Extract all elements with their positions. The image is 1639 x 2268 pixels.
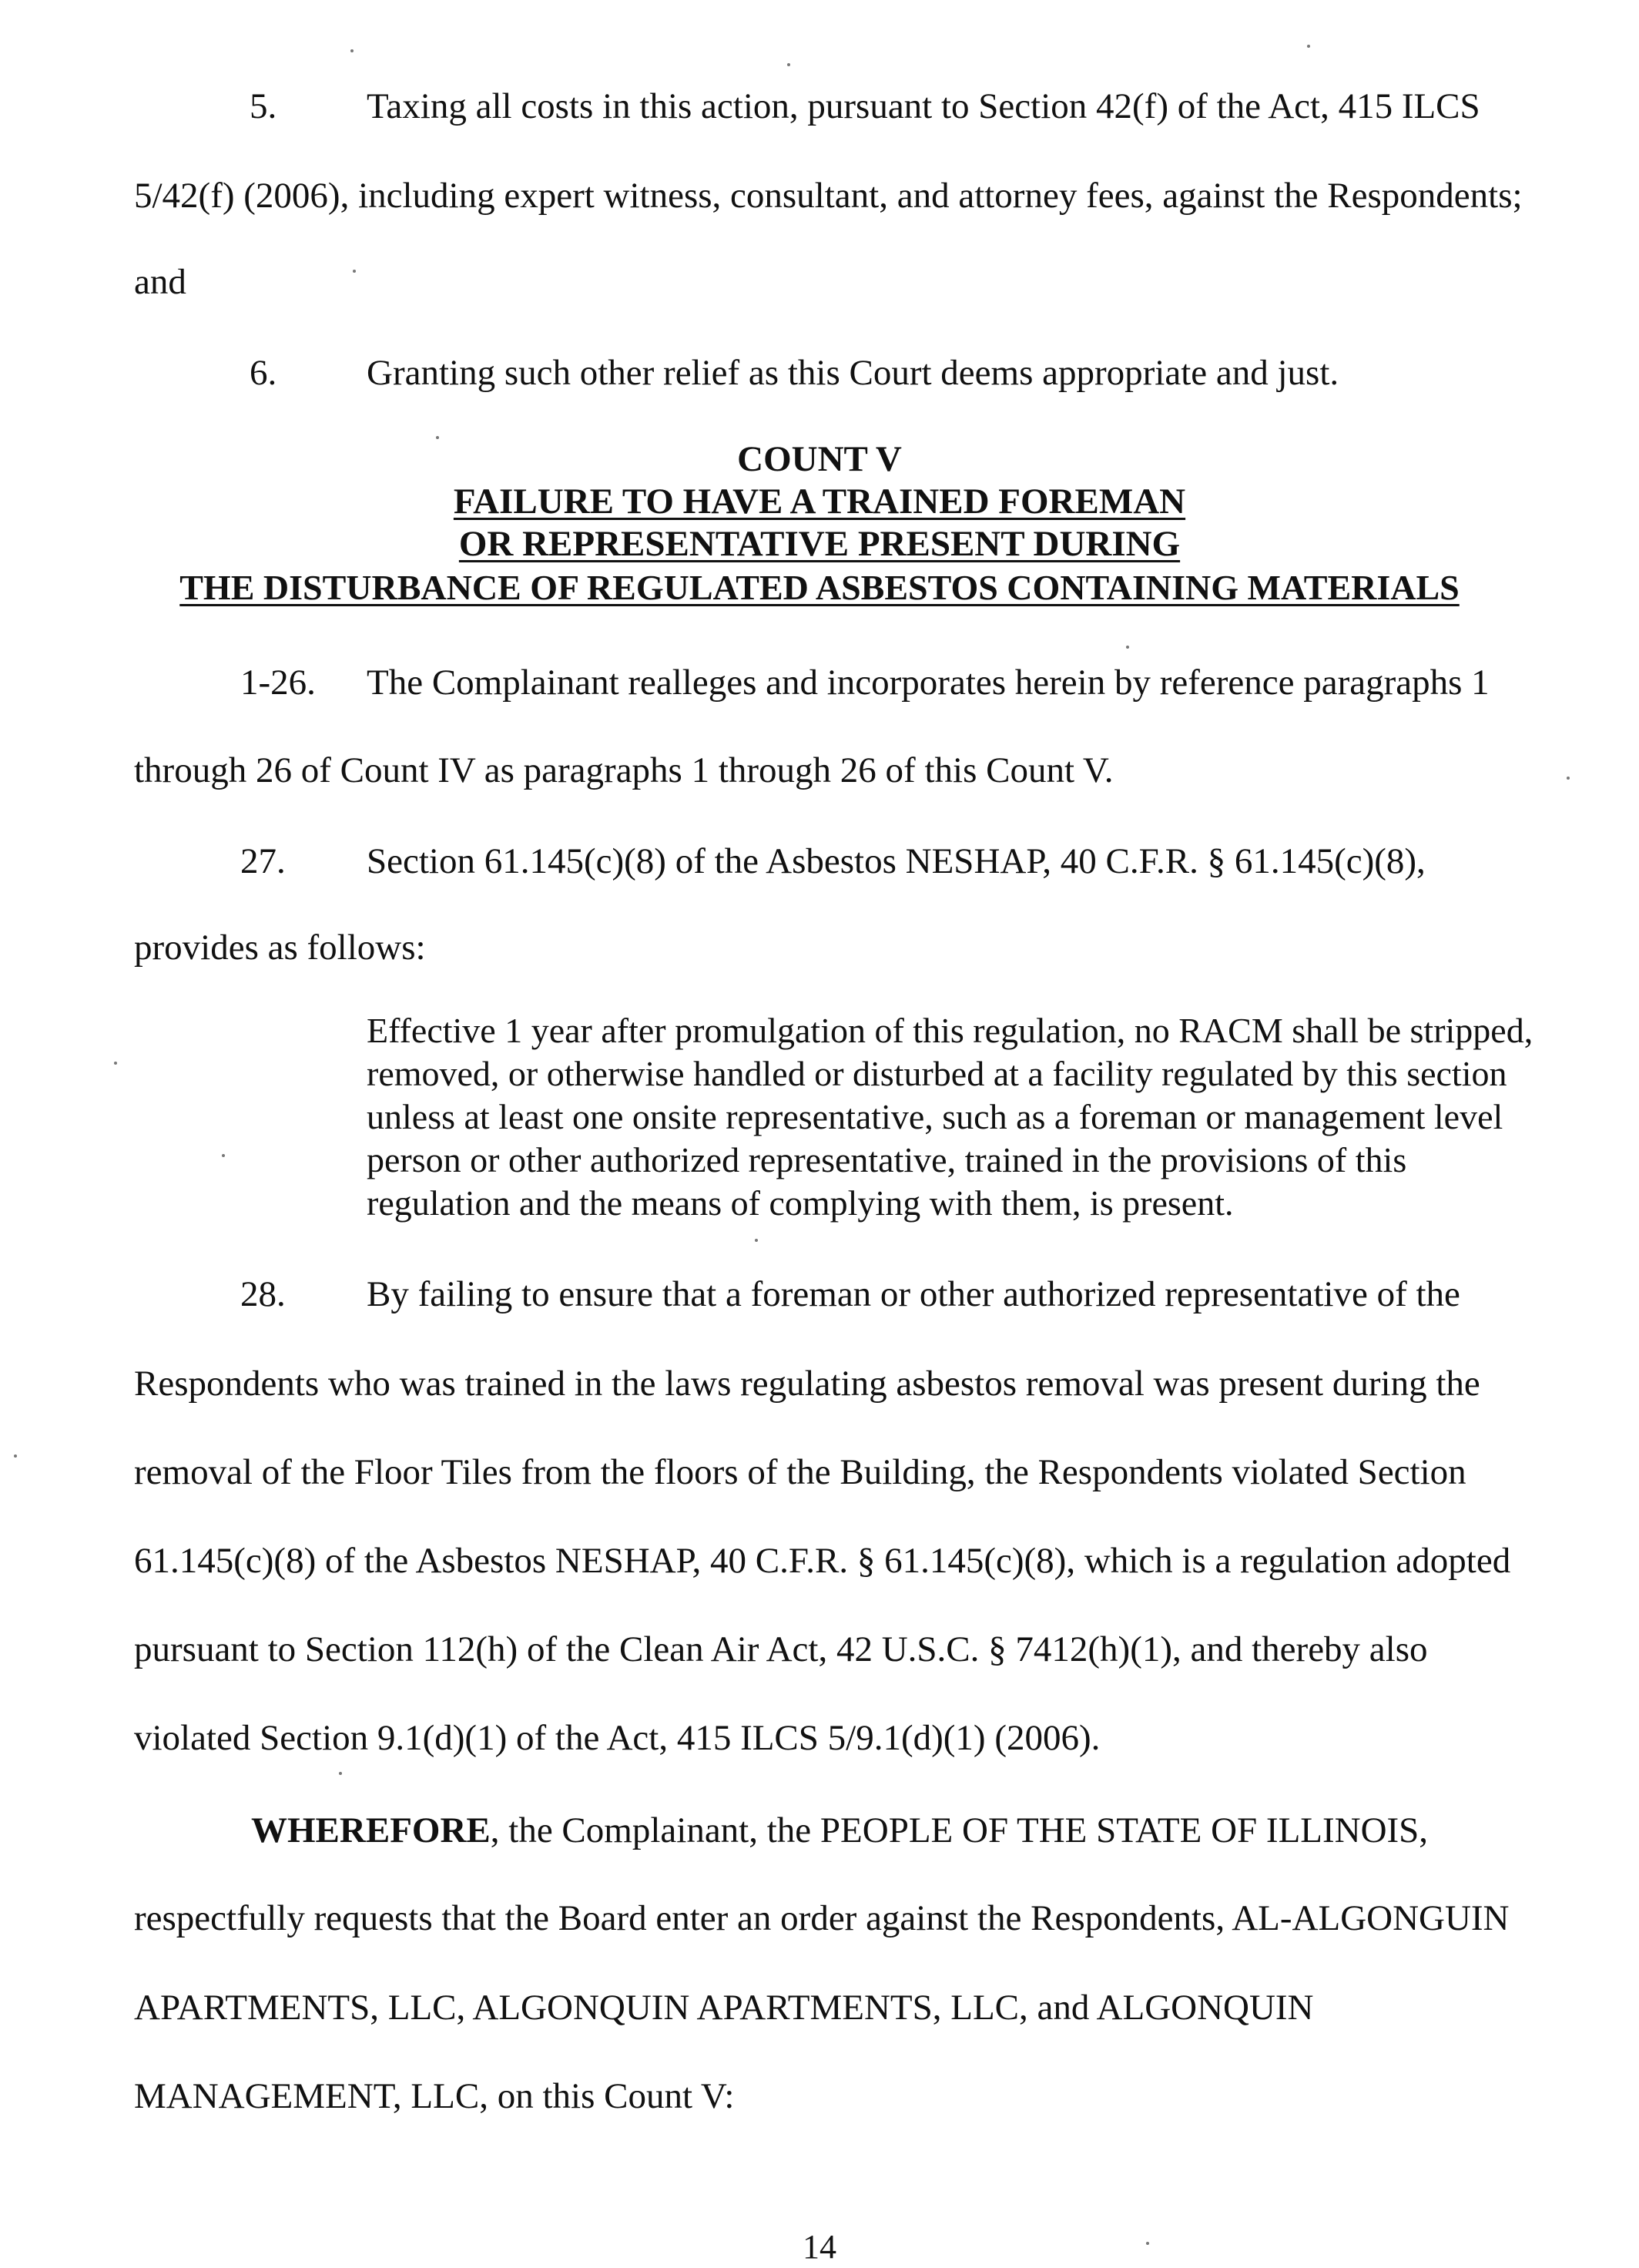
paragraph-1-26-line-1: The Complainant realleges and incorporates herein by reference paragraphs 1: [367, 663, 1490, 703]
paragraph-28-line-5: pursuant to Section 112(h) of the Clean Air Act, 42 U.S.C. § 7412(h)(1), and thereby also: [134, 1629, 1428, 1669]
scan-speck: [787, 63, 790, 66]
scan-speck: [114, 1062, 117, 1065]
count-heading-line-2: OR REPRESENTATIVE PRESENT DURING: [458, 524, 1181, 564]
paragraph-28-line-4: 61.145(c)(8) of the Asbestos NESHAP, 40 C.F.R. § 61.145(c)(8), which is a regulation adopted: [134, 1541, 1511, 1581]
item-6-number: 6.: [250, 353, 277, 393]
scan-speck: [755, 1239, 758, 1242]
quote-line-1: Effective 1 year after promulgation of this regulation, no RACM shall be stripped,: [367, 1011, 1533, 1050]
wherefore-line-1-rest: , the Complainant, the PEOPLE OF THE STATE OF ILLINOIS,: [490, 1810, 1429, 1850]
scan-speck: [1146, 2242, 1149, 2245]
scan-speck: [1126, 646, 1129, 649]
count-heading-line-3: THE DISTURBANCE OF REGULATED ASBESTOS CONTAINING MATERIALS: [179, 568, 1460, 607]
paragraph-27-line-1: Section 61.145(c)(8) of the Asbestos NESHAP, 40 C.F.R. § 61.145(c)(8),: [367, 841, 1426, 881]
scan-speck: [353, 270, 356, 273]
wherefore-line-4: MANAGEMENT, LLC, on this Count V:: [134, 2076, 735, 2116]
item-5-line-1: Taxing all costs in this action, pursuant to Section 42(f) of the Act, 415 ILCS: [367, 86, 1480, 126]
item-6-text: Granting such other relief as this Court deems appropriate and just.: [367, 353, 1339, 393]
item-5-number: 5.: [250, 86, 277, 126]
scan-speck: [14, 1454, 17, 1458]
scan-speck: [1567, 777, 1570, 780]
scan-speck: [222, 1154, 225, 1157]
item-5-line-3: and: [134, 262, 186, 302]
paragraph-1-26-line-2: through 26 of Count IV as paragraphs 1 through 26 of this Count V.: [134, 750, 1114, 790]
regulation-block-quote: [367, 1009, 1630, 1225]
count-heading-line-1: FAILURE TO HAVE A TRAINED FOREMAN: [453, 481, 1186, 522]
count-title: COUNT V: [737, 439, 902, 479]
quote-line-2: removed, or otherwise handled or disturbed at a facility regulated by this section: [367, 1054, 1507, 1093]
paragraph-27-line-2: provides as follows:: [134, 928, 426, 968]
scan-speck: [436, 436, 439, 439]
wherefore-lead: WHEREFORE: [251, 1810, 491, 1850]
quote-line-4: person or other authorized representative, trained in the provisions of this: [367, 1140, 1407, 1179]
paragraph-28-line-6: violated Section 9.1(d)(1) of the Act, 415 ILCS 5/9.1(d)(1) (2006).: [134, 1718, 1101, 1758]
paragraph-28-line-2: Respondents who was trained in the laws regulating asbestos removal was present during the: [134, 1364, 1480, 1404]
scan-speck: [339, 1772, 342, 1775]
scan-speck: [1307, 45, 1310, 48]
paragraph-28-line-3: removal of the Floor Tiles from the floors of the Building, the Respondents violated Section: [134, 1452, 1466, 1492]
quote-line-3: unless at least one onsite representative, such as a foreman or management level: [367, 1097, 1503, 1136]
scan-speck: [350, 49, 354, 52]
wherefore-line-3: APARTMENTS, LLC, ALGONQUIN APARTMENTS, LLC, and ALGONQUIN: [134, 1988, 1314, 2028]
wherefore-line-2: respectfully requests that the Board enter an order against the Respondents, AL-ALGONGUIN: [134, 1898, 1510, 1938]
paragraph-1-26-number: 1-26.: [240, 663, 316, 703]
item-5-line-2: 5/42(f) (2006), including expert witness, consultant, and attorney fees, against the Respondents;: [134, 176, 1523, 216]
quote-line-5: regulation and the means of complying with them, is present.: [367, 1183, 1234, 1223]
paragraph-28-number: 28.: [240, 1274, 286, 1314]
page-number: 14: [803, 2228, 836, 2266]
wherefore-line-1: [251, 1809, 1428, 1852]
paragraph-28-line-1: By failing to ensure that a foreman or other authorized representative of the: [367, 1274, 1460, 1314]
paragraph-27-number: 27.: [240, 841, 286, 881]
